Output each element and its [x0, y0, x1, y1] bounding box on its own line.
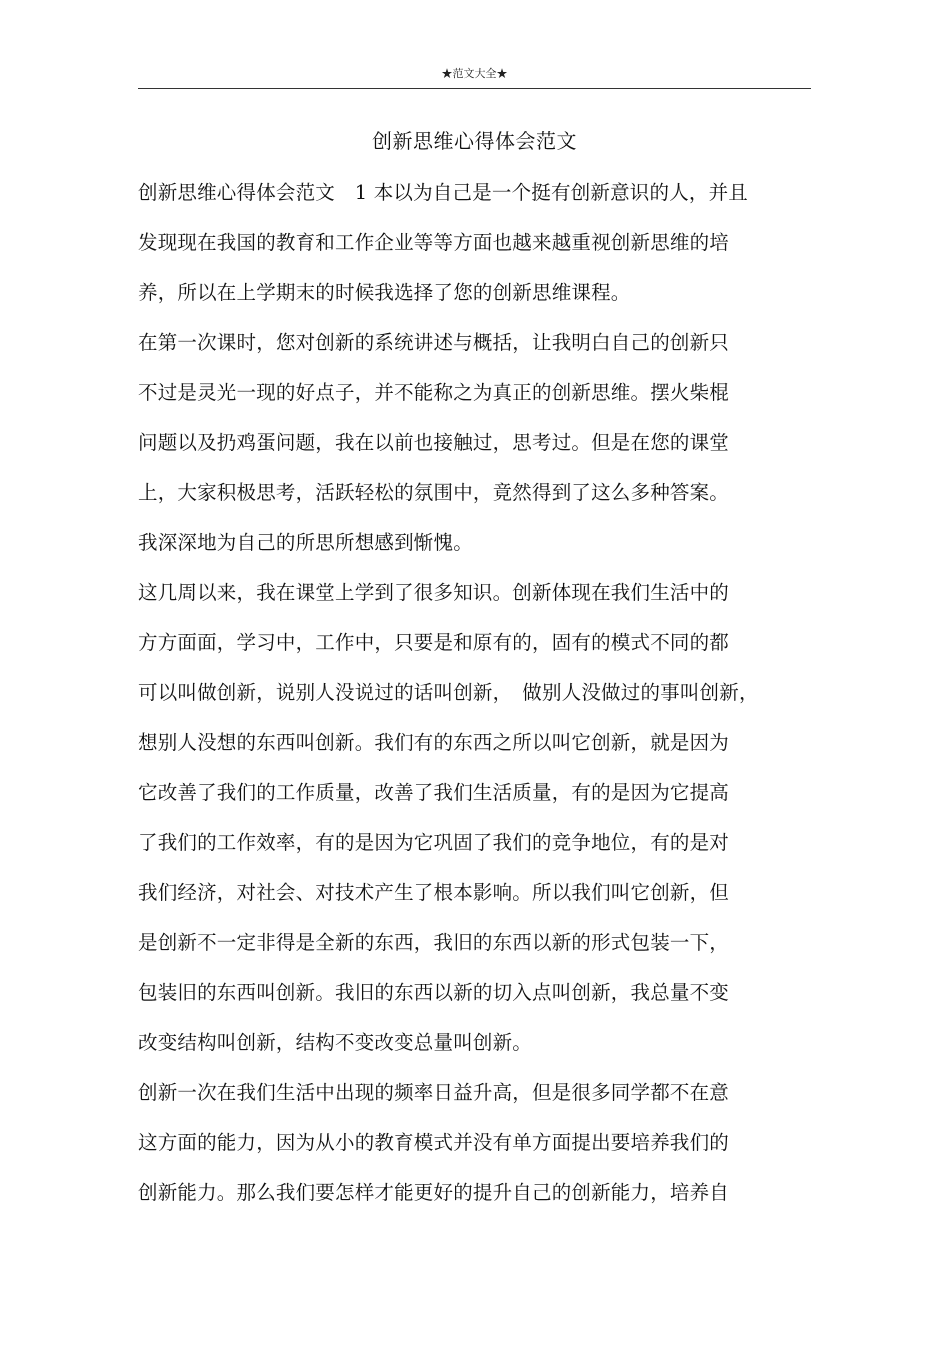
header-divider — [138, 88, 811, 89]
body-line: 养，所以在上学期末的时候我选择了您的创新思维课程。 — [138, 281, 631, 304]
body-line: 这方面的能力，因为从小的教育模式并没有单方面提出要培养我们的 — [138, 1131, 730, 1154]
body-line: 创新思维心得体会范文 1 本以为自己是一个挺有创新意识的人，并且 — [138, 181, 749, 204]
body-line: 改变结构叫创新，结构不变改变总量叫创新。 — [138, 1031, 533, 1054]
body-line: 创新一次在我们生活中出现的频率日益升高，但是很多同学都不在意 — [138, 1081, 730, 1104]
body-line: 问题以及扔鸡蛋问题，我在以前也接触过，思考过。但是在您的课堂 — [138, 431, 730, 454]
body-line: 方方面面，学习中，工作中，只要是和原有的，固有的模式不同的都 — [138, 631, 730, 654]
body-line: 了我们的工作效率，有的是因为它巩固了我们的竞争地位，有的是对 — [138, 831, 730, 854]
body-line: 是创新不一定非得是全新的东西，我旧的东西以新的形式包装一下， — [138, 931, 730, 954]
body-line: 上，大家积极思考，活跃轻松的氛围中，竟然得到了这么多种答案。 — [138, 481, 730, 504]
body-line: 这几周以来，我在课堂上学到了很多知识。创新体现在我们生活中的 — [138, 581, 730, 604]
document-body — [138, 173, 788, 1223]
body-line: 它改善了我们的工作质量，改善了我们生活质量，有的是因为它提高 — [138, 781, 730, 804]
body-line: 可以叫做创新，说别人没说过的话叫创新， 做别人没做过的事叫创新， — [138, 681, 759, 704]
body-line: 在第一次课时，您对创新的系统讲述与概括，让我明白自己的创新只 — [138, 331, 730, 354]
body-line: 创新能力。那么我们要怎样才能更好的提升自己的创新能力，培养自 — [138, 1181, 730, 1204]
body-line: 包装旧的东西叫创新。我旧的东西以新的切入点叫创新，我总量不变 — [138, 981, 730, 1004]
page-header: ★范文大全★ — [441, 67, 508, 80]
body-line: 不过是灵光一现的好点子，并不能称之为真正的创新思维。摆火柴棍 — [138, 381, 730, 404]
body-line: 我们经济，对社会、对技术产生了根本影响。所以我们叫它创新，但 — [138, 881, 730, 904]
body-line: 发现现在我国的教育和工作企业等等方面也越来越重视创新思维的培 — [138, 231, 730, 254]
body-line: 我深深地为自己的所思所想感到惭愧。 — [138, 531, 473, 554]
document-title: 创新思维心得体会范文 — [372, 129, 577, 153]
body-line: 想别人没想的东西叫创新。我们有的东西之所以叫它创新，就是因为 — [138, 731, 730, 754]
